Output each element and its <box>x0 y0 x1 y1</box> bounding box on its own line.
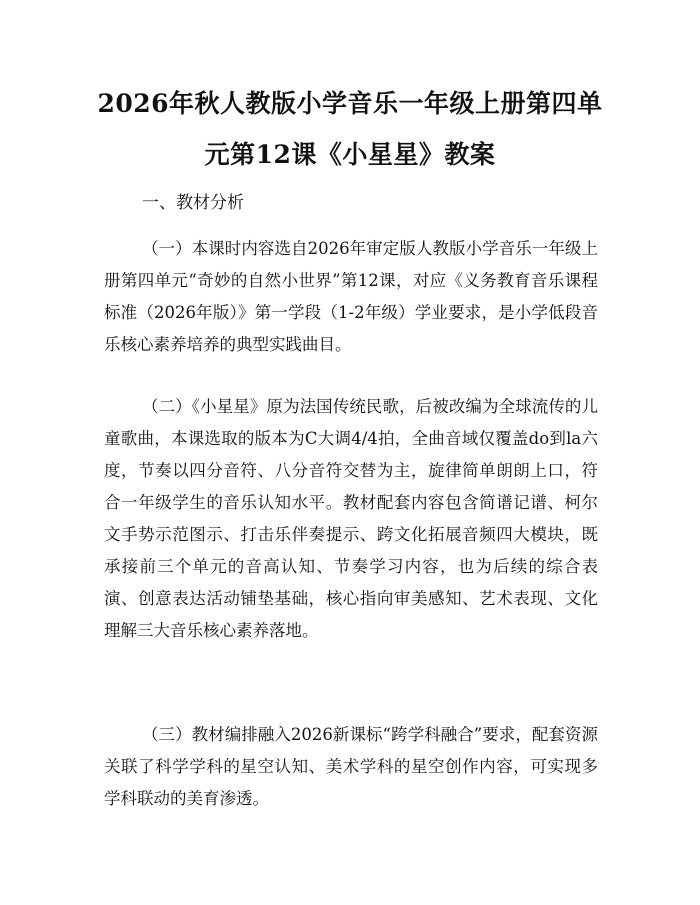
section-heading-textbook-analysis: 一、教材分析 <box>142 193 244 213</box>
document-title: 2026年秋人教版小学音乐一年级上册第四单元第12课《小星星》教案 <box>97 89 603 169</box>
paragraph-1: （一）本课时内容选自2026年审定版人教版小学音乐一年级上册第四单元“奇妙的自然小世界”第12课，对应《义务教育音乐课程标准（2026年版）》第一学段（1-2年级）学业要求，是小学低段音乐核心素养培养的典型实践曲目。 <box>104 239 598 354</box>
paragraph-2: （二）《小星星》原为法国传统民歌，后被改编为全球流传的儿童歌曲，本课选取的版本为C大调4/4拍，全曲音域仅覆盖do到la六度，节奏以四分音符、八分音符交替为主，旋律简单朗朗上口，符合一年级学生的音乐认知水平。教材配套内容包含简谱记谱、柯尔文手势示范图示、打击乐伴奏提示、跨文化拓展音频四大模块，既承接前三个单元的音高认知、节奏学习内容，也为后续的综合表演、创意表达活动铺垫基础，核心指向审美感知、艺术表现、文化理解三大音乐核心素养落地。 <box>104 397 598 640</box>
paragraph-3: （三）教材编排融入2026新课标“跨学科融合”要求，配套资源关联了科学学科的星空认知、美术学科的星空创作内容，可实现多学科联动的美育渗透。 <box>104 725 598 808</box>
